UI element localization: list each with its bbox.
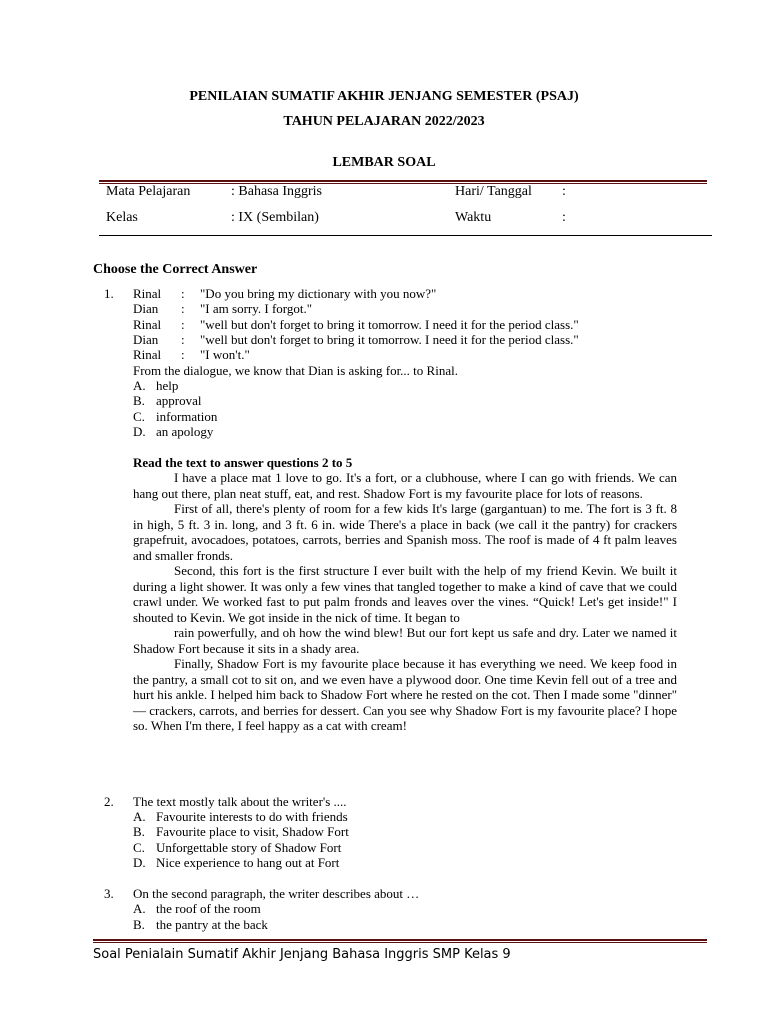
dialogue-colon: : [181,301,185,316]
answer-option[interactable] [133,901,261,916]
option-text: Favourite interests to do with friends [156,809,348,824]
dialogue-speaker: Rinal [133,317,162,332]
date-label: Hari/ Tanggal [455,184,532,199]
subject-value: : Bahasa Inggris [231,184,322,199]
page-footer: Soal Penialain Sumatif Akhir Jenjang Bahasa Inggris SMP Kelas 9 [93,947,511,962]
answer-option[interactable] [133,378,178,393]
dialogue-text: "I won't." [200,347,250,362]
answer-option[interactable] [133,393,201,408]
dialogue-speaker: Rinal [133,347,162,362]
option-letter: B. [133,824,145,839]
option-letter: A. [133,809,146,824]
exam-title: PENILAIAN SUMATIF AKHIR JENJANG SEMESTER (PSAJ) [189,89,579,104]
option-text: an apology [156,424,214,439]
dialogue-colon: : [181,317,185,332]
footer-divider [93,939,707,941]
dialogue-line [133,347,250,362]
dialogue-line [133,301,312,316]
sheet-title: LEMBAR SOAL [332,155,436,170]
answer-option[interactable] [133,809,348,824]
question-3-number: 3. [104,886,114,901]
option-letter: A. [133,901,146,916]
option-letter: C. [133,840,145,855]
question-2-number: 2. [104,794,114,809]
question-1-text: From the dialogue, we know that Dian is asking for... to Rinal. [133,363,458,378]
reading-paragraph-5: Finally, Shadow Fort is my favourite place because it has everything we need. We keep food in the pantry, a small cot to sit on, and we even have a plywood door. One time Kevin fell out of a tree and hurt his ankle. I helped him back to Shadow Fort where he rested on the cot. Then I made some "dinner" — crackers, carrots, and berries for dessert. Can you see why Shadow Fort is my favourite place? I hope so. When I'm there, I feel happy as a cat with cream! [133,656,677,733]
time-label: Waktu [455,210,492,225]
subject-label: Mata Pelajaran [106,184,191,199]
class-label: Kelas [106,210,138,225]
question-1-number: 1. [104,286,114,301]
option-text: Nice experience to hang out at Fort [156,855,340,870]
header-divider [99,180,707,182]
option-text: Unforgettable story of Shadow Fort [156,840,342,855]
reading-passage [133,470,677,734]
dialogue-speaker: Rinal [133,286,162,301]
dialogue-colon: : [181,347,185,362]
academic-year: TAHUN PELAJARAN 2022/2023 [283,114,485,129]
option-letter: B. [133,393,145,408]
option-letter: D. [133,855,146,870]
section-title: Choose the Correct Answer [93,262,258,277]
dialogue-text: "Do you bring my dictionary with you now?" [200,286,437,301]
dialogue-text: "I am sorry. I forgot." [200,301,313,316]
question-2-text: The text mostly talk about the writer's .... [133,794,347,809]
dialogue-colon: : [181,332,185,347]
answer-option[interactable] [133,917,268,932]
option-text: the pantry at the back [156,917,268,932]
reading-paragraph-3: Second, this fort is the first structure I ever built with the help of my friend Kevin. We built it during a light shower. It was only a few vines that tangled together to make a kind of cave that we could crawl under. We worked fast to put palm fronds and leaves over the vines. “Quick! Let's get inside!" I shouted to Kevin. We got inside in the nick of time. It began to [133,563,677,625]
dialogue-line [133,317,579,332]
option-letter: C. [133,409,145,424]
reading-paragraph-2: First of all, there's plenty of room for a few kids It's large (gargantuan) to me. The fort is 3 ft. 8 in high, 5 ft. 3 in. long, and 3 ft. 6 in. wide There's a place in back (we call it the pantry) for crackers grapefruit, avocadoes, potatoes, carrots, berries and Spanish moss. The roof is made of 4 ft palm leaves and smaller fronds. [133,501,677,563]
dialogue-speaker: Dian [133,332,159,347]
option-text: Favourite place to visit, Shadow Fort [156,824,349,839]
dialogue-line [133,286,436,301]
answer-option[interactable] [133,840,341,855]
answer-option[interactable] [133,424,213,439]
reading-title: Read the text to answer questions 2 to 5 [133,455,353,470]
option-text: help [156,378,179,393]
answer-option[interactable] [133,855,339,870]
answer-option[interactable] [133,409,217,424]
dialogue-text: "well but don't forget to bring it tomorrow. I need it for the period class." [200,317,579,332]
dialogue-colon: : [181,286,185,301]
option-text: the roof of the room [156,901,261,916]
reading-paragraph-4: rain powerfully, and oh how the wind blew! But our fort kept us safe and dry. Later we named it Shadow Fort because it sits in a shady area. [133,625,677,656]
reading-paragraph-1: I have a place mat 1 love to go. It's a fort, or a clubhouse, where I can go with friends. We can hang out there, plan neat stuff, eat, and rest. Shadow Fort is my favourite place for lots of reasons. [133,470,677,501]
option-text: information [156,409,218,424]
answer-option[interactable] [133,824,349,839]
dialogue-line [133,332,579,347]
class-value: : IX (Sembilan) [231,210,319,225]
date-value: : [562,184,566,199]
option-text: approval [156,393,202,408]
option-letter: B. [133,917,145,932]
dialogue-text: "well but don't forget to bring it tomorrow. I need it for the period class." [200,332,579,347]
dialogue-speaker: Dian [133,301,159,316]
option-letter: D. [133,424,146,439]
option-letter: A. [133,378,146,393]
time-value: : [562,210,566,225]
question-3-text: On the second paragraph, the writer describes about … [133,886,420,901]
info-divider [99,235,712,236]
